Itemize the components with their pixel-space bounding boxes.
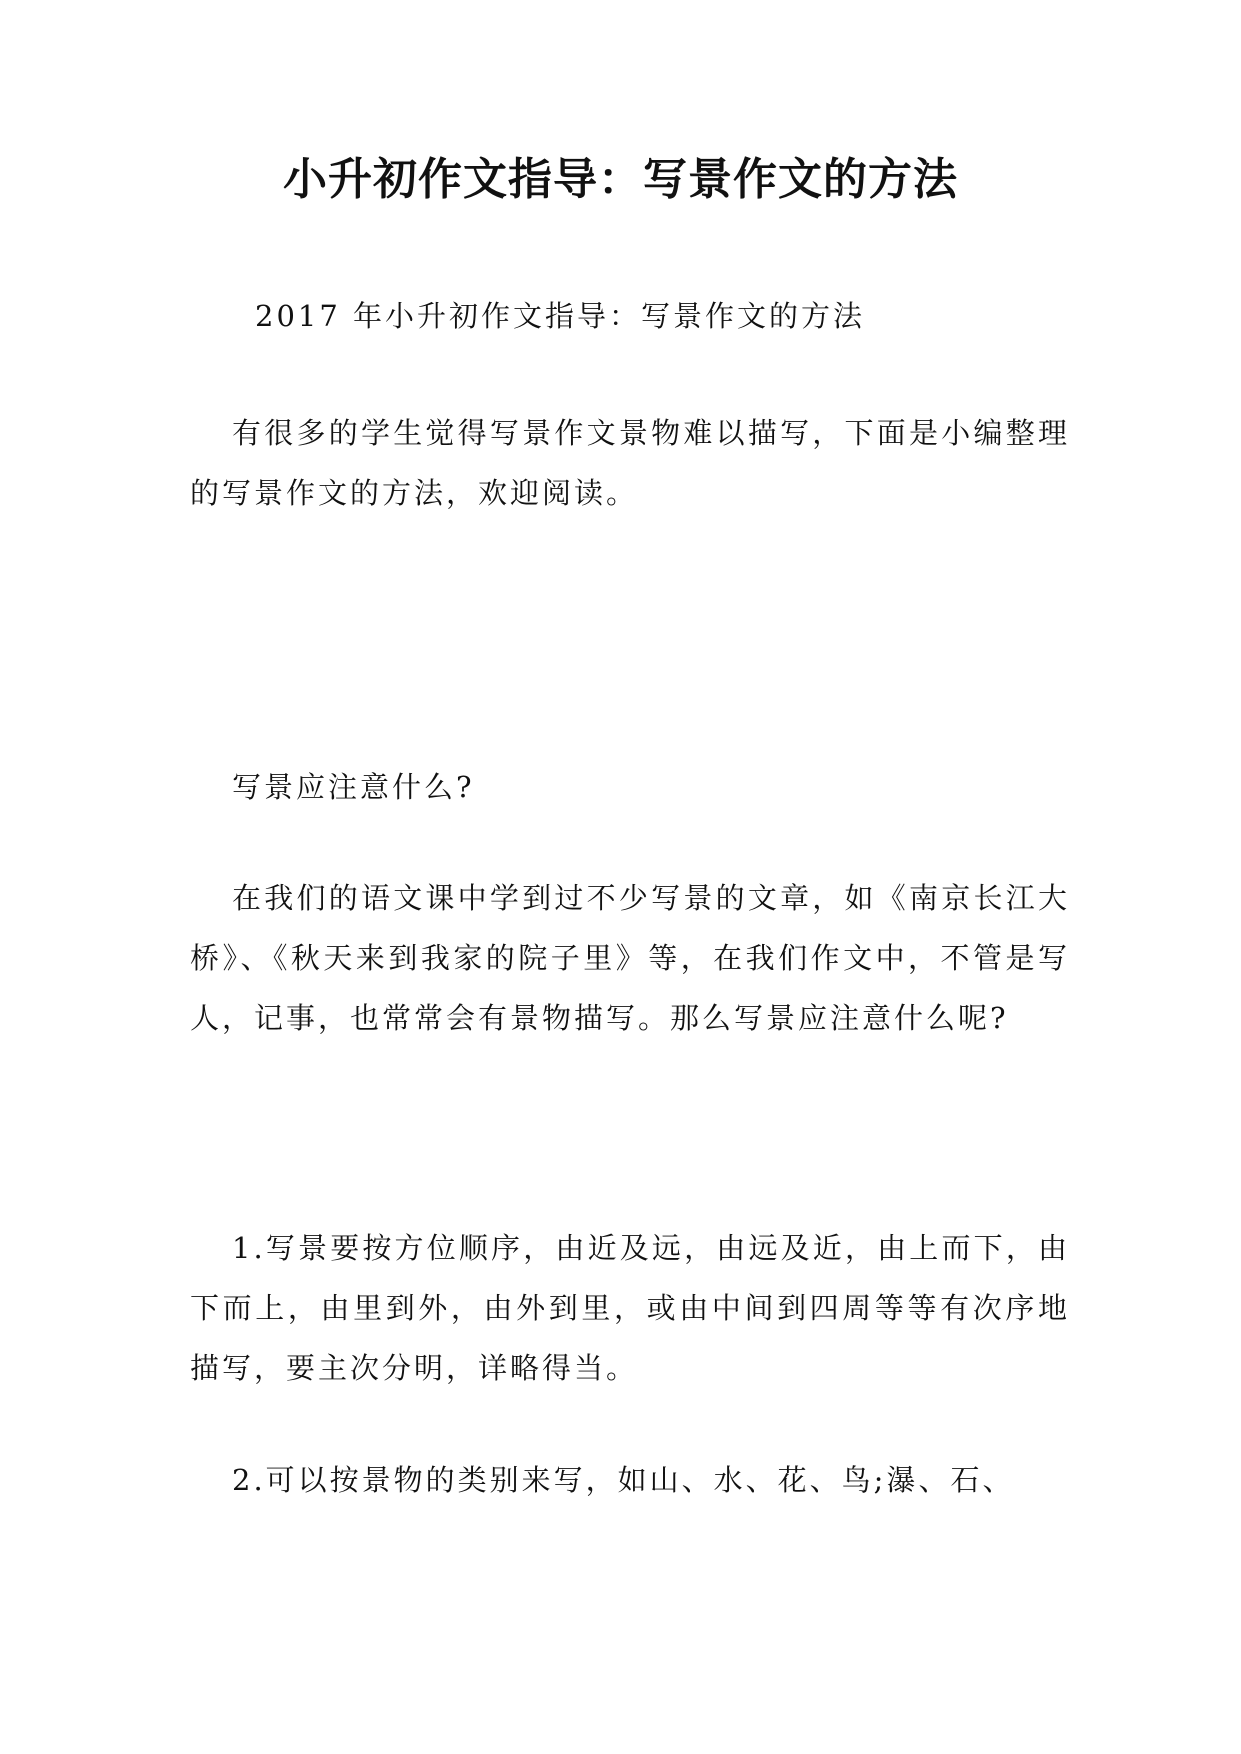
document-title: 小升初作文指导：写景作文的方法 xyxy=(283,154,958,205)
body-paragraph: 在我们的语文课中学到过不少写景的文章，如《南京长江大桥》、《秋天来到我家的院子里》等，在我们作文中，不管是写人，记事，也常常会有景物描写。那么写景应注意什么呢? xyxy=(190,881,1070,1035)
section-heading: 写景应注意什么? xyxy=(232,770,475,804)
list-item-2: 2.可以按景物的类别来写，如山、水、花、鸟;瀑、石、 xyxy=(232,1463,1015,1497)
intro-paragraph: 有很多的学生觉得写景作文景物难以描写，下面是小编整理的写景作文的方法，欢迎阅读。 xyxy=(190,416,1070,510)
list-item-1: 1.写景要按方位顺序，由近及远，由远及近，由上而下，由下而上，由里到外，由外到里，或由中间到四周等等有次序地描写，要主次分明，详略得当。 xyxy=(190,1231,1070,1385)
document-subtitle: 2017 年小升初作文指导：写景作文的方法 xyxy=(255,299,866,333)
